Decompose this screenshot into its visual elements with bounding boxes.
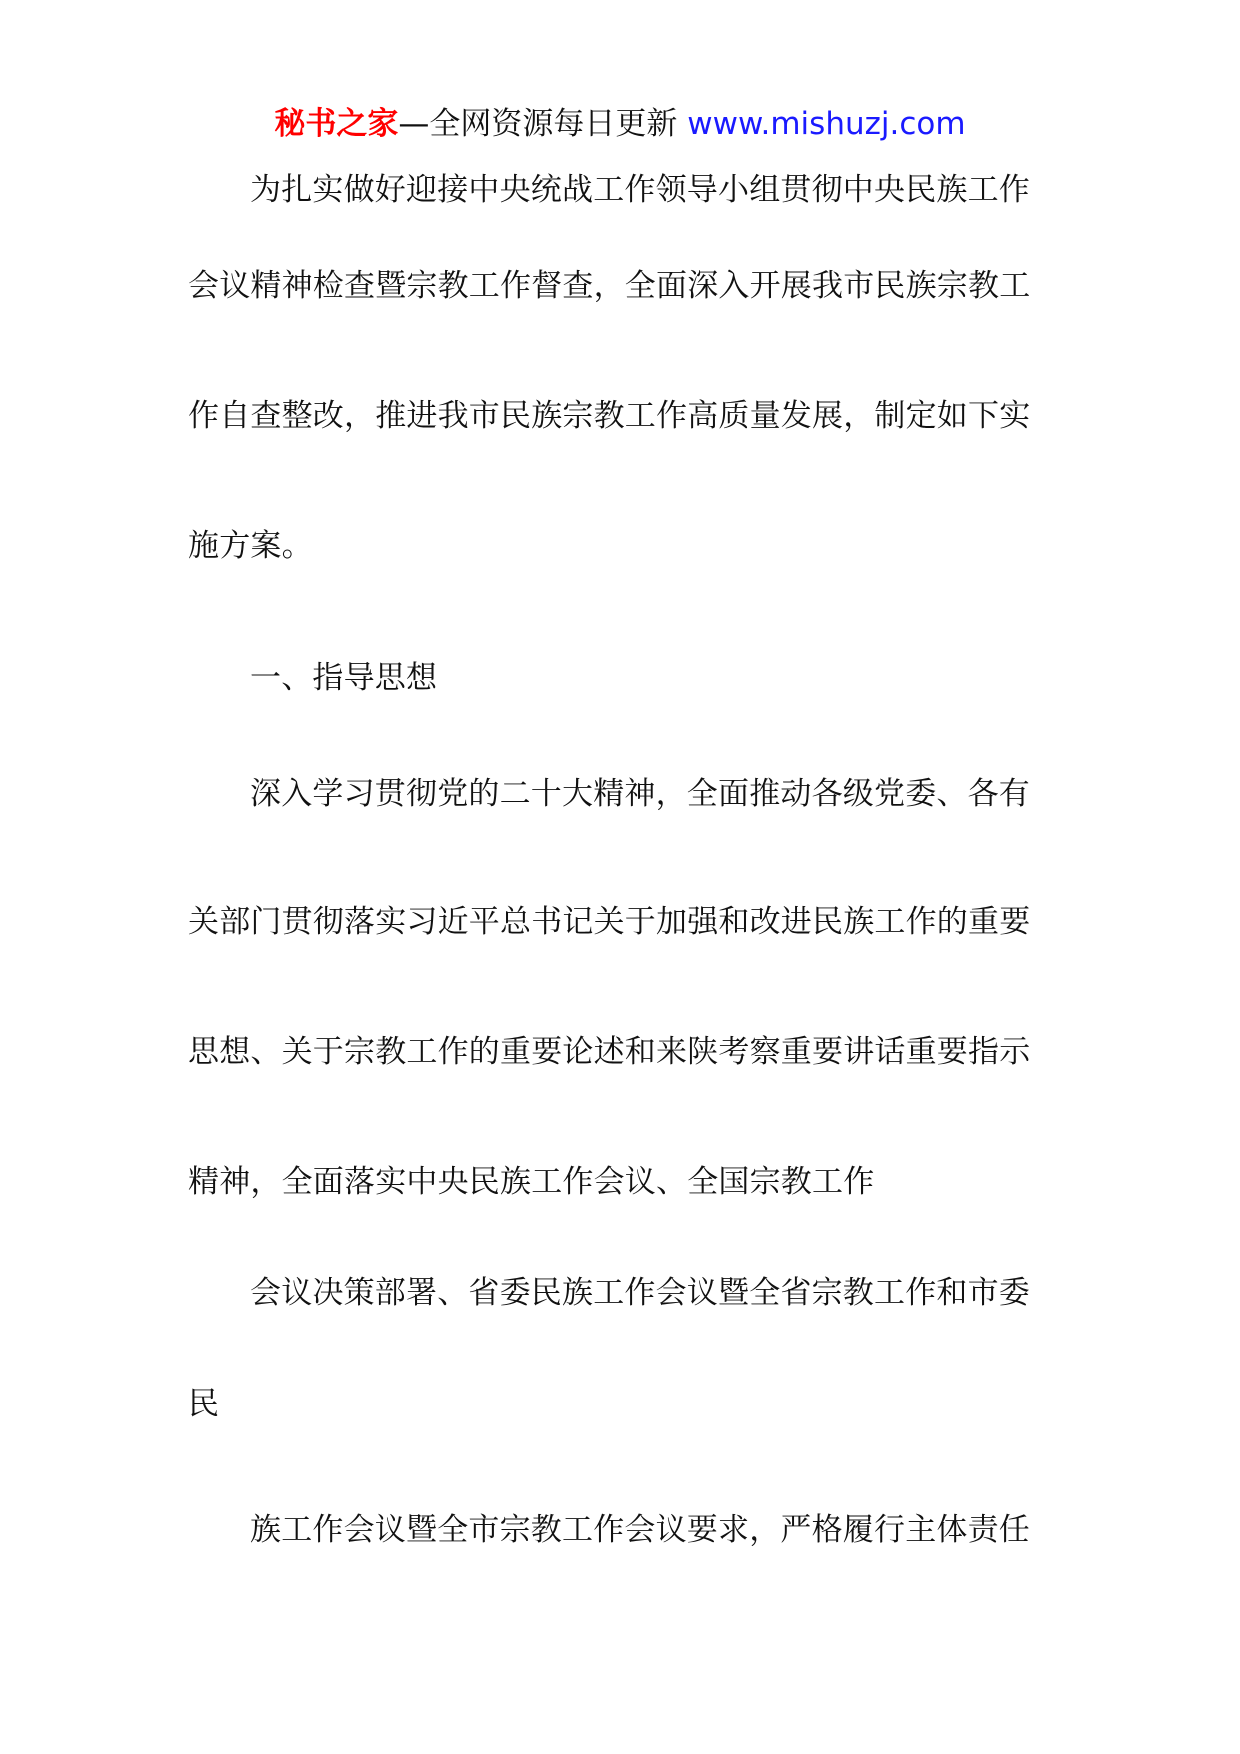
paragraph-line: 会议精神检查暨宗教工作督查，全面深入开展我市民族宗教工 (188, 268, 1031, 304)
paragraph-line: 作自查整改，推进我市民族宗教工作高质量发展，制定如下实 (188, 398, 1031, 434)
paragraph-line: 会议决策部署、省委民族工作会议暨全省宗教工作和市委 (250, 1275, 1030, 1311)
site-header (0, 100, 1240, 148)
site-url-link[interactable]: www.mishuzj.com (687, 106, 966, 142)
paragraph-line: 族工作会议暨全市宗教工作会议要求，严格履行主体责任 (250, 1512, 1030, 1548)
paragraph-line: 民 (188, 1386, 220, 1422)
paragraph-line: 精神，全面落实中央民族工作会议、全国宗教工作 (188, 1164, 875, 1200)
paragraph-line: 深入学习贯彻党的二十大精神，全面推动各级党委、各有 (250, 776, 1030, 812)
brand-name: 秘书之家 (274, 106, 399, 142)
paragraph-line: 为扎实做好迎接中央统战工作领导小组贯彻中央民族工作 (250, 172, 1030, 208)
paragraph-line: 施方案。 (188, 528, 313, 564)
header-tagline: —全网资源每日更新 (398, 106, 688, 142)
paragraph-line: 思想、关于宗教工作的重要论述和来陕考察重要讲话重要指示 (188, 1034, 1031, 1070)
paragraph-line: 关部门贯彻落实习近平总书记关于加强和改进民族工作的重要 (188, 904, 1031, 940)
section-heading: 一、指导思想 (250, 660, 438, 696)
